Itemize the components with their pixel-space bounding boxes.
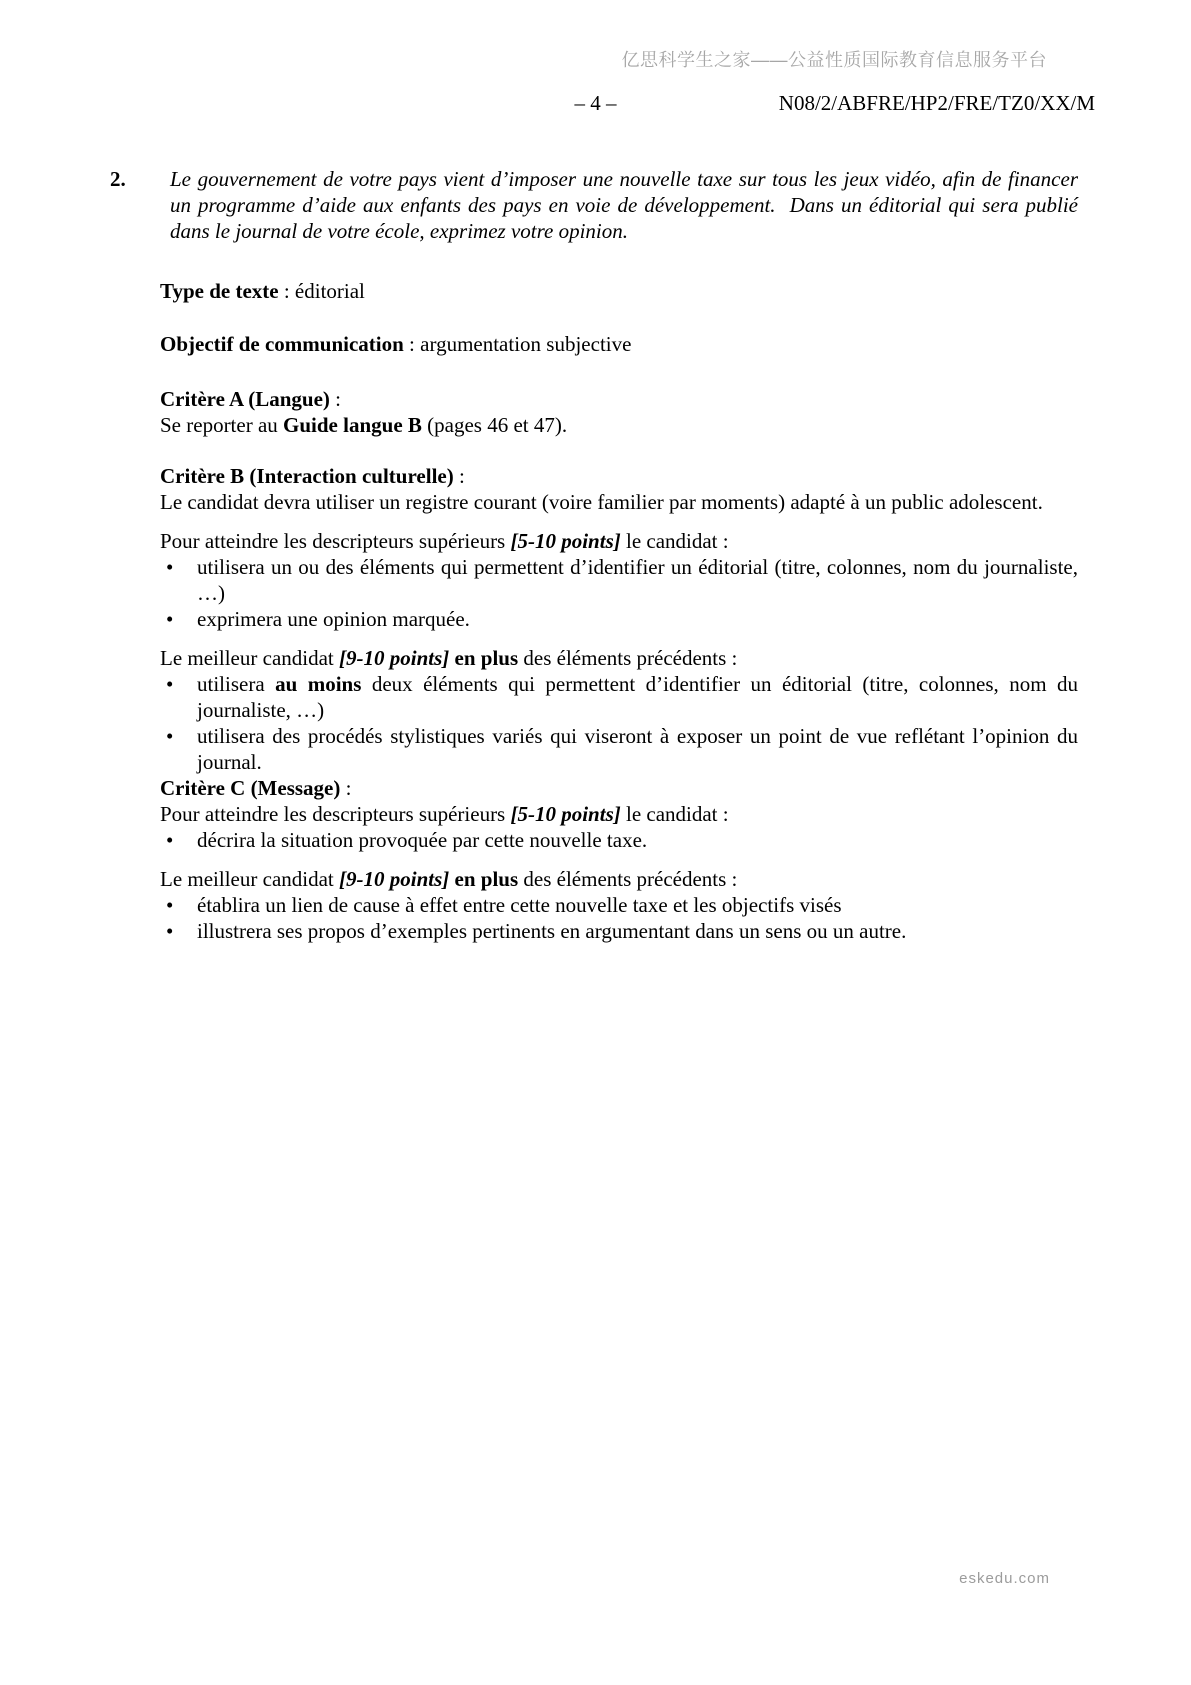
bullet-text — [197, 723, 1078, 775]
bullet-text — [197, 918, 1078, 944]
critere-a-heading-colon: : — [329, 387, 342, 411]
critere-b-heading — [160, 463, 1078, 489]
bullet-text — [197, 827, 1078, 853]
markscheme-sections — [160, 278, 1078, 944]
critere-a-body — [160, 412, 1078, 438]
lead-bold: en plus — [449, 646, 519, 670]
points-range: [9-10 points] — [339, 646, 450, 670]
bullet-run: exprimera une opinion marquée. — [197, 607, 470, 631]
list-item — [160, 606, 1078, 632]
critere-b-upper-block — [160, 528, 1078, 632]
critere-c-heading-text: Critère C (Message) — [160, 776, 341, 800]
lead-post: des éléments précédents : — [518, 867, 738, 891]
bottom-watermark: eskedu.com — [959, 1570, 1050, 1587]
critere-b-best-lead — [160, 645, 1078, 671]
critere-a-heading — [160, 386, 1078, 412]
bullet-icon: • — [166, 607, 174, 631]
critere-c-upper-block — [160, 801, 1078, 853]
bullet-icon: • — [166, 724, 174, 748]
objectif-label: Objectif de communication — [160, 332, 404, 356]
critere-b-intro: Le candidat devra utiliser un registre courant (voire familier par moments) adapté à un public adolescent. — [160, 490, 1043, 514]
critere-a-body-pre: Se reporter au — [160, 413, 284, 437]
bullet-icon: • — [166, 672, 174, 696]
bullet-run: établira un lien de cause à effet entre cette nouvelle taxe et les objectifs visés — [197, 893, 842, 917]
document-code: N08/2/ABFRE/HP2/FRE/TZ0/XX/M — [778, 91, 1095, 115]
question-prompt: Le gouvernement de votre pays vient d’imposer une nouvelle taxe sur tous les jeux vidéo, afin de financer un programme d’aide aux enfants des pays en voie de développement. Dans un éditorial qui sera publié dans le journal de votre école, exprimez votre opinion. — [170, 167, 1078, 243]
lead-post: le candidat : — [620, 529, 729, 553]
critere-a-body-post: (pages 46 et 47). — [421, 413, 568, 437]
page-header — [0, 90, 1191, 116]
lead-bold: en plus — [449, 867, 519, 891]
lead-pre: Le meilleur candidat — [160, 867, 340, 891]
type-de-texte-line — [160, 278, 1078, 304]
list-item — [160, 892, 1078, 918]
bullet-run: illustrera ses propos d’exemples pertinents en argumentant dans un sens ou un autre. — [197, 919, 907, 943]
bullet-text — [197, 892, 1078, 918]
critere-c-upper-lead — [160, 801, 1078, 827]
bullet-icon: • — [166, 893, 174, 917]
list-item — [160, 827, 1078, 853]
bullet-text — [197, 606, 1078, 632]
lead-pre: Pour atteindre les descripteurs supérieurs — [160, 529, 511, 553]
question-2 — [110, 166, 1078, 244]
type-de-texte-value: : éditorial — [278, 279, 365, 303]
page-number: – 4 – — [574, 91, 617, 115]
critere-c-heading-colon: : — [340, 776, 352, 800]
bullet-icon: • — [166, 555, 174, 579]
list-item — [160, 671, 1078, 723]
critere-a-body-bold: Guide langue B — [283, 413, 422, 437]
bullet-text — [197, 554, 1078, 606]
points-range: [5-10 points] — [510, 802, 621, 826]
lead-pre: Le meilleur candidat — [160, 646, 340, 670]
lead-post: le candidat : — [620, 802, 729, 826]
bullet-run: utilisera — [197, 672, 276, 696]
bullet-run: utilisera des procédés stylistiques variés qui viseront à exposer un point de vue reflétant l’opinion du journal. — [197, 724, 1078, 774]
bullet-icon: • — [166, 919, 174, 943]
bullet-text — [197, 671, 1078, 723]
objectif-line — [160, 331, 1078, 357]
bullet-icon: • — [166, 828, 174, 852]
points-range: [9-10 points] — [339, 867, 450, 891]
critere-b-best-block — [160, 645, 1078, 775]
bullet-run-bold: au moins — [275, 672, 362, 696]
critere-b-upper-lead — [160, 528, 1078, 554]
critere-b-heading-colon: : — [453, 464, 465, 488]
top-watermark: 亿思科学生之家——公益性质国际教育信息服务平台 — [621, 50, 1047, 70]
document-body — [110, 166, 1078, 944]
objectif-value: : argumentation subjective — [403, 332, 632, 356]
bullet-run: deux éléments qui permettent d’identifier un éditorial (titre, colonnes, nom du journaliste, …) — [197, 672, 1079, 722]
bullet-run: utilisera un ou des éléments qui permettent d’identifier un éditorial (titre, colonnes, nom du journaliste, …) — [197, 555, 1078, 605]
critere-a-heading-text: Critère A (Langue) — [160, 387, 330, 411]
critere-c-best-block — [160, 866, 1078, 944]
list-item — [160, 554, 1078, 606]
critere-c-best-lead — [160, 866, 1078, 892]
type-de-texte-label: Type de texte — [160, 279, 279, 303]
question-number: 2. — [110, 167, 126, 191]
list-item — [160, 723, 1078, 775]
critere-c-heading — [160, 775, 1078, 801]
critere-b-heading-text: Critère B (Interaction culturelle) — [160, 464, 454, 488]
list-item — [160, 918, 1078, 944]
bullet-run: décrira la situation provoquée par cette nouvelle taxe. — [197, 828, 648, 852]
points-range: [5-10 points] — [510, 529, 621, 553]
lead-post: des éléments précédents : — [518, 646, 738, 670]
lead-pre: Pour atteindre les descripteurs supérieurs — [160, 802, 511, 826]
